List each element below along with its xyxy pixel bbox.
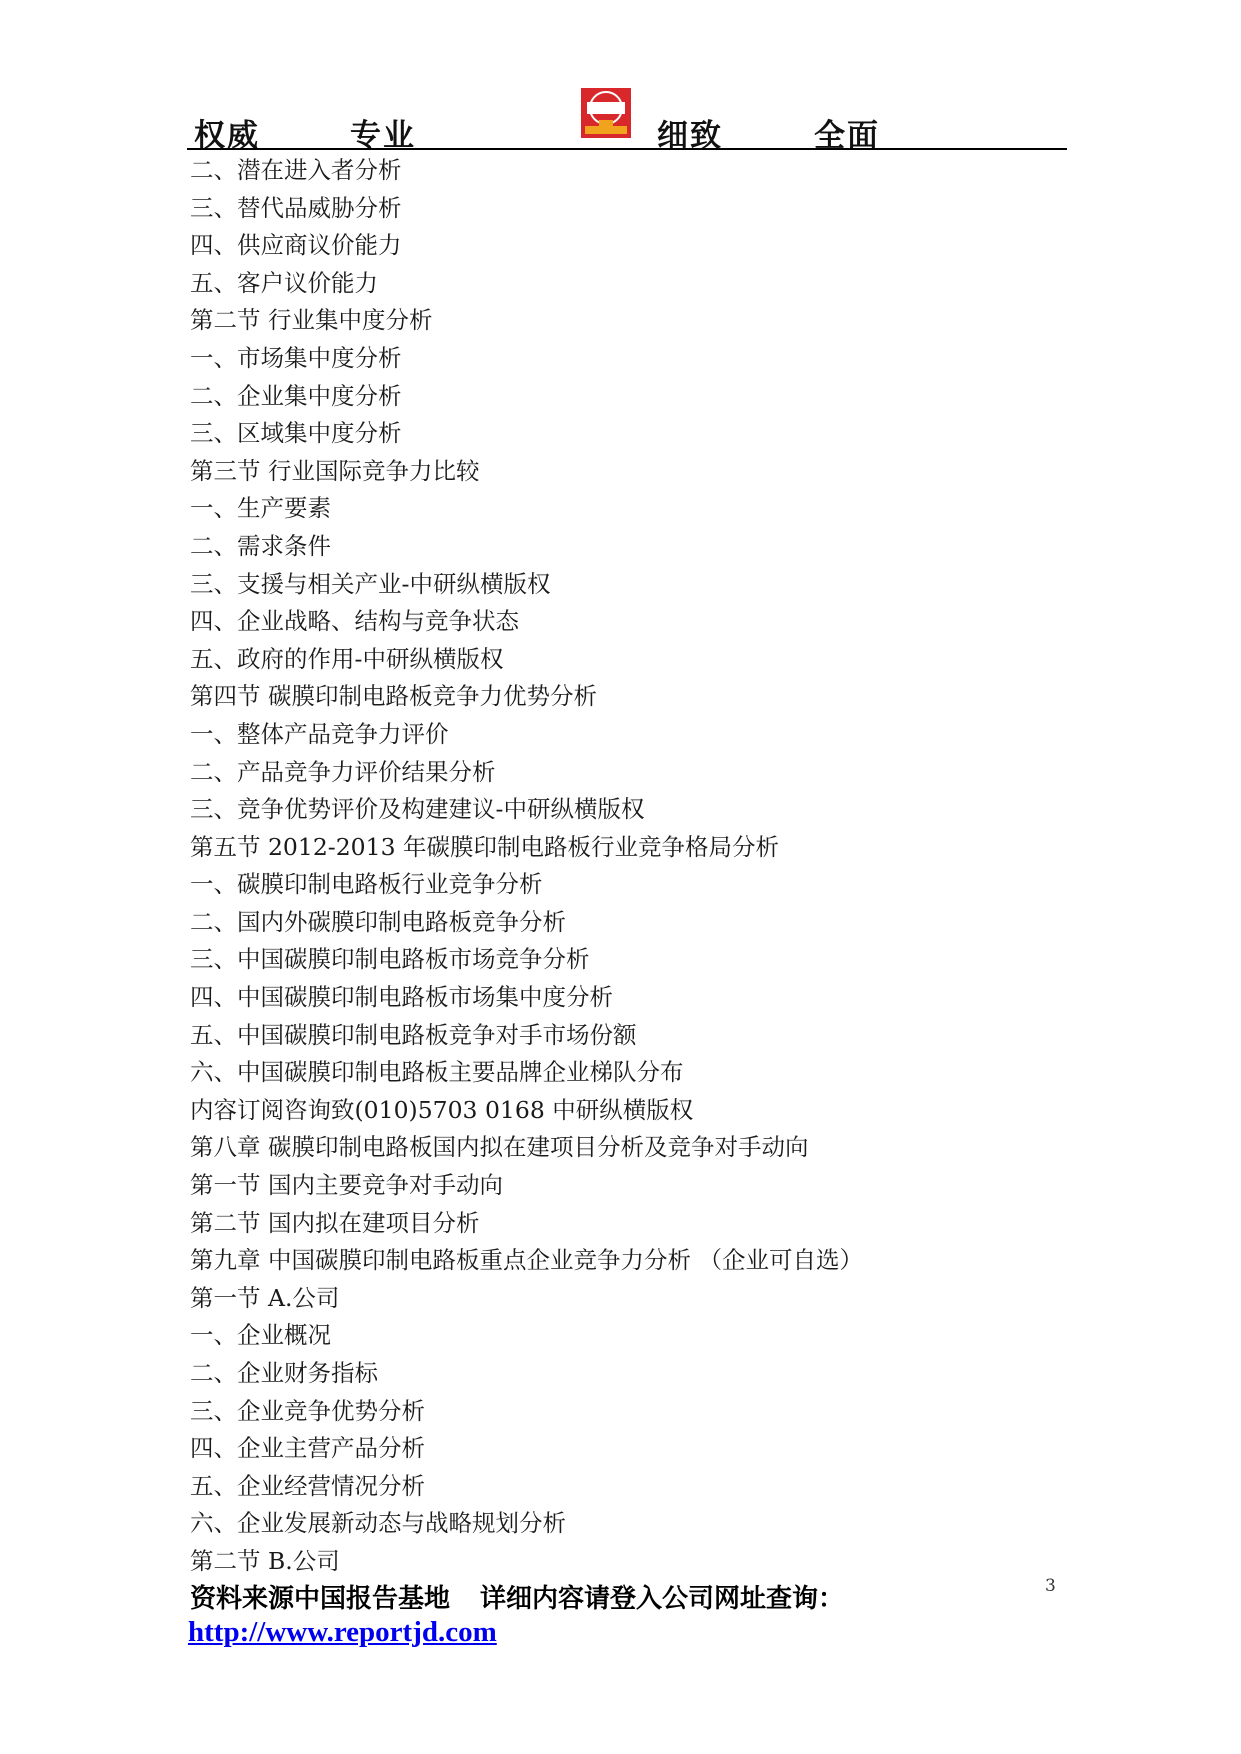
toc-entry: 二、需求条件 — [190, 531, 331, 560]
toc-entry: 第一节 国内主要竞争对手动向 — [190, 1171, 503, 1200]
toc-entry: 四、供应商议价能力 — [190, 231, 402, 260]
toc-entry: 二、产品竞争力评价结果分析 — [190, 757, 496, 786]
toc-entry: 内容订阅咨询致(010)5703 0168 中研纵横版权 — [190, 1095, 694, 1124]
toc-entry: 三、区域集中度分析 — [190, 419, 402, 448]
header-word-professional: 专业 — [350, 118, 416, 154]
toc-entry: 第二节 国内拟在建项目分析 — [190, 1208, 480, 1237]
toc-entry: 三、竞争优势评价及构建建议-中研纵横版权 — [190, 795, 645, 824]
toc-entry: 五、政府的作用-中研纵横版权 — [190, 644, 504, 673]
toc-entry: 第二节 B.公司 — [190, 1546, 340, 1575]
toc-entry: 一、市场集中度分析 — [190, 343, 402, 372]
toc-entry: 五、客户议价能力 — [190, 268, 378, 297]
toc-entry: 第九章 中国碳膜印制电路板重点企业竞争力分析 （企业可自选） — [190, 1246, 863, 1275]
table-of-contents — [190, 152, 1050, 1581]
toc-entry: 第八章 碳膜印制电路板国内拟在建项目分析及竞争对手动向 — [190, 1133, 809, 1162]
toc-entry: 六、企业发展新动态与战略规划分析 — [190, 1509, 566, 1538]
toc-entry: 三、支援与相关产业-中研纵横版权 — [190, 569, 551, 598]
header-word-meticulous: 细致 — [657, 118, 723, 154]
toc-entry: 一、整体产品竞争力评价 — [190, 719, 449, 748]
toc-entry: 第一节 A.公司 — [190, 1283, 340, 1312]
toc-entry: 第五节 2012-2013 年碳膜印制电路板行业竞争格局分析 — [190, 832, 779, 861]
page-number: 3 — [1045, 1576, 1056, 1596]
toc-entry: 三、中国碳膜印制电路板市场竞争分析 — [190, 945, 590, 974]
footer-detail-text: 详细内容请登入公司网址查询： — [480, 1584, 845, 1614]
toc-entry: 五、企业经营情况分析 — [190, 1471, 425, 1500]
toc-entry: 三、替代品威胁分析 — [190, 193, 402, 222]
toc-entry: 第三节 行业国际竞争力比较 — [190, 456, 480, 485]
zyzh-logo-graphic — [581, 88, 631, 138]
toc-entry: 三、企业竞争优势分析 — [190, 1396, 425, 1425]
zyzh-logo — [581, 88, 631, 138]
header-word-authority: 权威 — [194, 118, 260, 154]
toc-entry: 二、企业集中度分析 — [190, 381, 402, 410]
toc-entry: 四、中国碳膜印制电路板市场集中度分析 — [190, 983, 613, 1012]
toc-entry: 四、企业主营产品分析 — [190, 1434, 425, 1463]
header-word-comprehensive: 全面 — [814, 118, 880, 154]
footer-source-text: 资料来源中国报告基地 — [190, 1584, 451, 1614]
toc-entry: 第二节 行业集中度分析 — [190, 306, 433, 335]
toc-entry: 六、中国碳膜印制电路板主要品牌企业梯队分布 — [190, 1058, 684, 1087]
toc-entry: 一、碳膜印制电路板行业竞争分析 — [190, 870, 543, 899]
toc-entry: 一、生产要素 — [190, 494, 331, 523]
toc-entry: 四、企业战略、结构与竞争状态 — [190, 607, 519, 636]
page-header — [187, 80, 1067, 154]
toc-entry: 二、潜在进入者分析 — [190, 156, 402, 184]
toc-entry: 五、中国碳膜印制电路板竞争对手市场份额 — [190, 1020, 637, 1049]
toc-entry: 一、企业概况 — [190, 1321, 331, 1350]
footer-source-line — [190, 1578, 844, 1615]
toc-entry: 第四节 碳膜印制电路板竞争力优势分析 — [190, 682, 597, 711]
website-link[interactable]: http://www.reportjd.com — [188, 1616, 497, 1648]
toc-entry: 二、国内外碳膜印制电路板竞争分析 — [190, 907, 566, 936]
header-divider — [187, 148, 1067, 150]
toc-entry: 二、企业财务指标 — [190, 1359, 378, 1387]
